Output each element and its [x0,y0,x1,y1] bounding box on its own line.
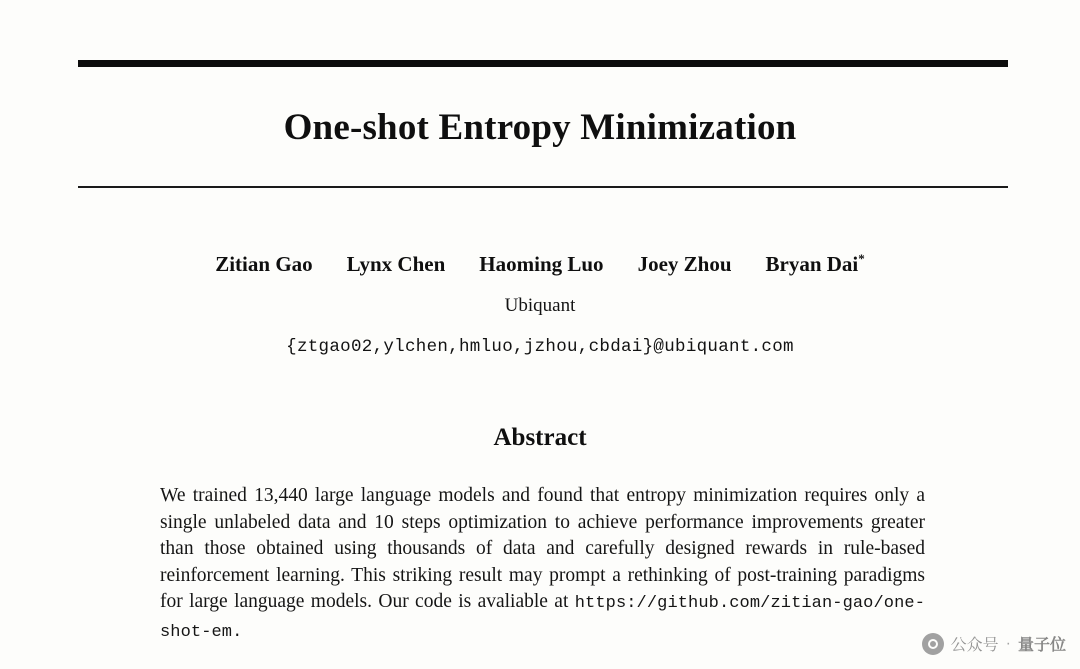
author-item [215,252,312,277]
author-item [347,252,446,277]
watermark-brand: 量子位 [1017,637,1066,654]
abstract-code-link[interactable]: https://github.com/zitian-gao/one-shot-em. [160,594,925,642]
page-title: One-shot Entropy Minimization [283,107,797,148]
author-name: Bryan Dai [765,252,859,276]
author-name: Haoming Luo [479,252,604,276]
author-marker: * [858,251,865,266]
wechat-official-account-icon [922,633,944,655]
header-rule-top [78,60,1008,67]
author-name: Zitian Gao [215,252,313,276]
author-item [479,252,603,277]
author-item [766,252,865,277]
author-emails: {ztgao02,ylchen,hmluo,jzhou,cbdai}@ubiquant.com [286,337,794,357]
affiliation: Ubiquant [504,295,576,316]
author-list [0,252,1080,277]
author-name: Joey Zhou [637,252,732,276]
abstract-body [160,483,925,646]
watermark-separator: · [1005,634,1011,652]
abstract-heading: Abstract [493,424,587,451]
header-rule-bottom [78,186,1008,188]
watermark-prefix: 公众号 [950,637,999,654]
author-item [638,252,732,277]
author-name: Lynx Chen [346,252,446,276]
abstract-text: We trained 13,440 large language models and found that entropy minimization requires only a single unlabeled data and 10 steps optimization to achieve performance improvements greater than those obtained using thousands of data and carefully designed rewards in rule-based reinforcement learning. This striking result may prompt a rethinking of post-training paradigms for large language models. Our code is avaliable at [160,485,925,612]
watermark [922,632,1066,655]
